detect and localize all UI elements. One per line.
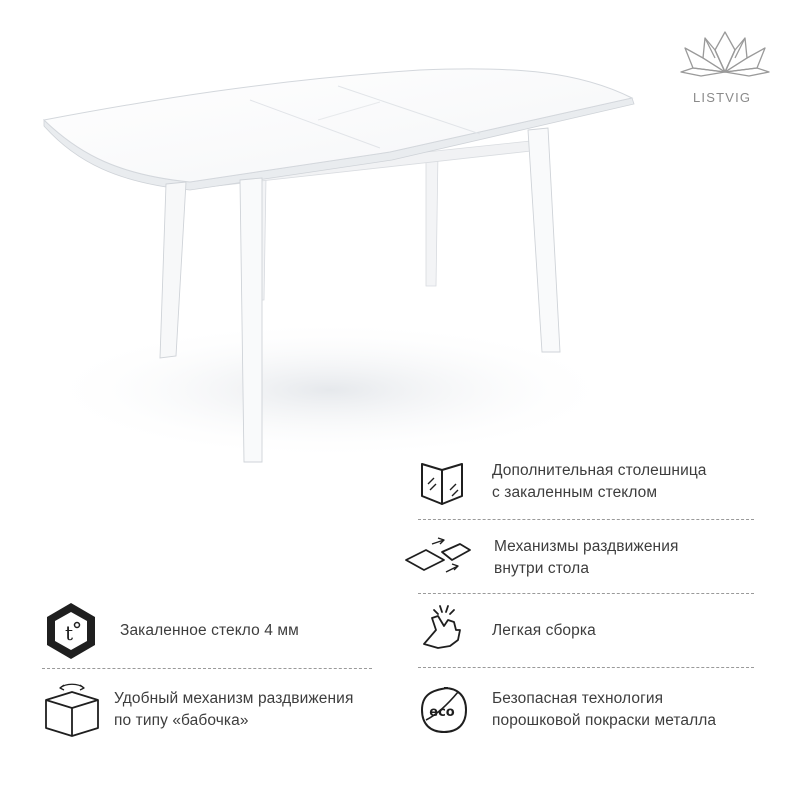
brand-logo — [675, 28, 775, 108]
feature-item — [410, 456, 770, 512]
separator — [418, 667, 754, 668]
feature-label: Удобный механизм раздвижения — [114, 690, 354, 707]
svg-text:t: t — [64, 621, 74, 645]
temperature-hexagon-icon — [40, 600, 102, 662]
separator — [418, 593, 754, 594]
butterfly-box-icon — [42, 680, 102, 740]
feature-item — [400, 530, 780, 586]
hand-tap-icon — [414, 600, 470, 656]
feature-label: Закаленное стекло 4 мм — [120, 622, 299, 639]
feature-item — [410, 600, 770, 656]
separator — [42, 668, 372, 669]
separator — [418, 519, 754, 520]
feature-label: Легкая сборка — [492, 622, 596, 639]
brand-name: LISTVIG — [693, 90, 752, 105]
feature-label: порошковой покраски металла — [492, 712, 717, 729]
feature-item — [30, 600, 390, 664]
svg-text:eco: eco — [429, 705, 455, 720]
feature-label: Механизмы раздвижения — [494, 538, 679, 555]
eco-leaf-icon — [418, 684, 470, 736]
folding-glass-panel-icon — [414, 456, 470, 512]
feature-item — [30, 680, 390, 744]
feature-label: Безопасная технология — [492, 690, 664, 707]
feature-label: Дополнительная столешница — [492, 462, 707, 479]
sliding-mechanism-icon — [402, 530, 472, 582]
feature-label: по типу «бабочка» — [114, 712, 249, 729]
feature-label: с закаленным стеклом — [492, 484, 658, 501]
feature-item — [410, 682, 770, 738]
white-extendable-table-image — [30, 60, 650, 480]
feature-label: внутри стола — [494, 560, 590, 577]
crown-leaves-icon — [675, 28, 775, 84]
product-image — [30, 60, 650, 480]
